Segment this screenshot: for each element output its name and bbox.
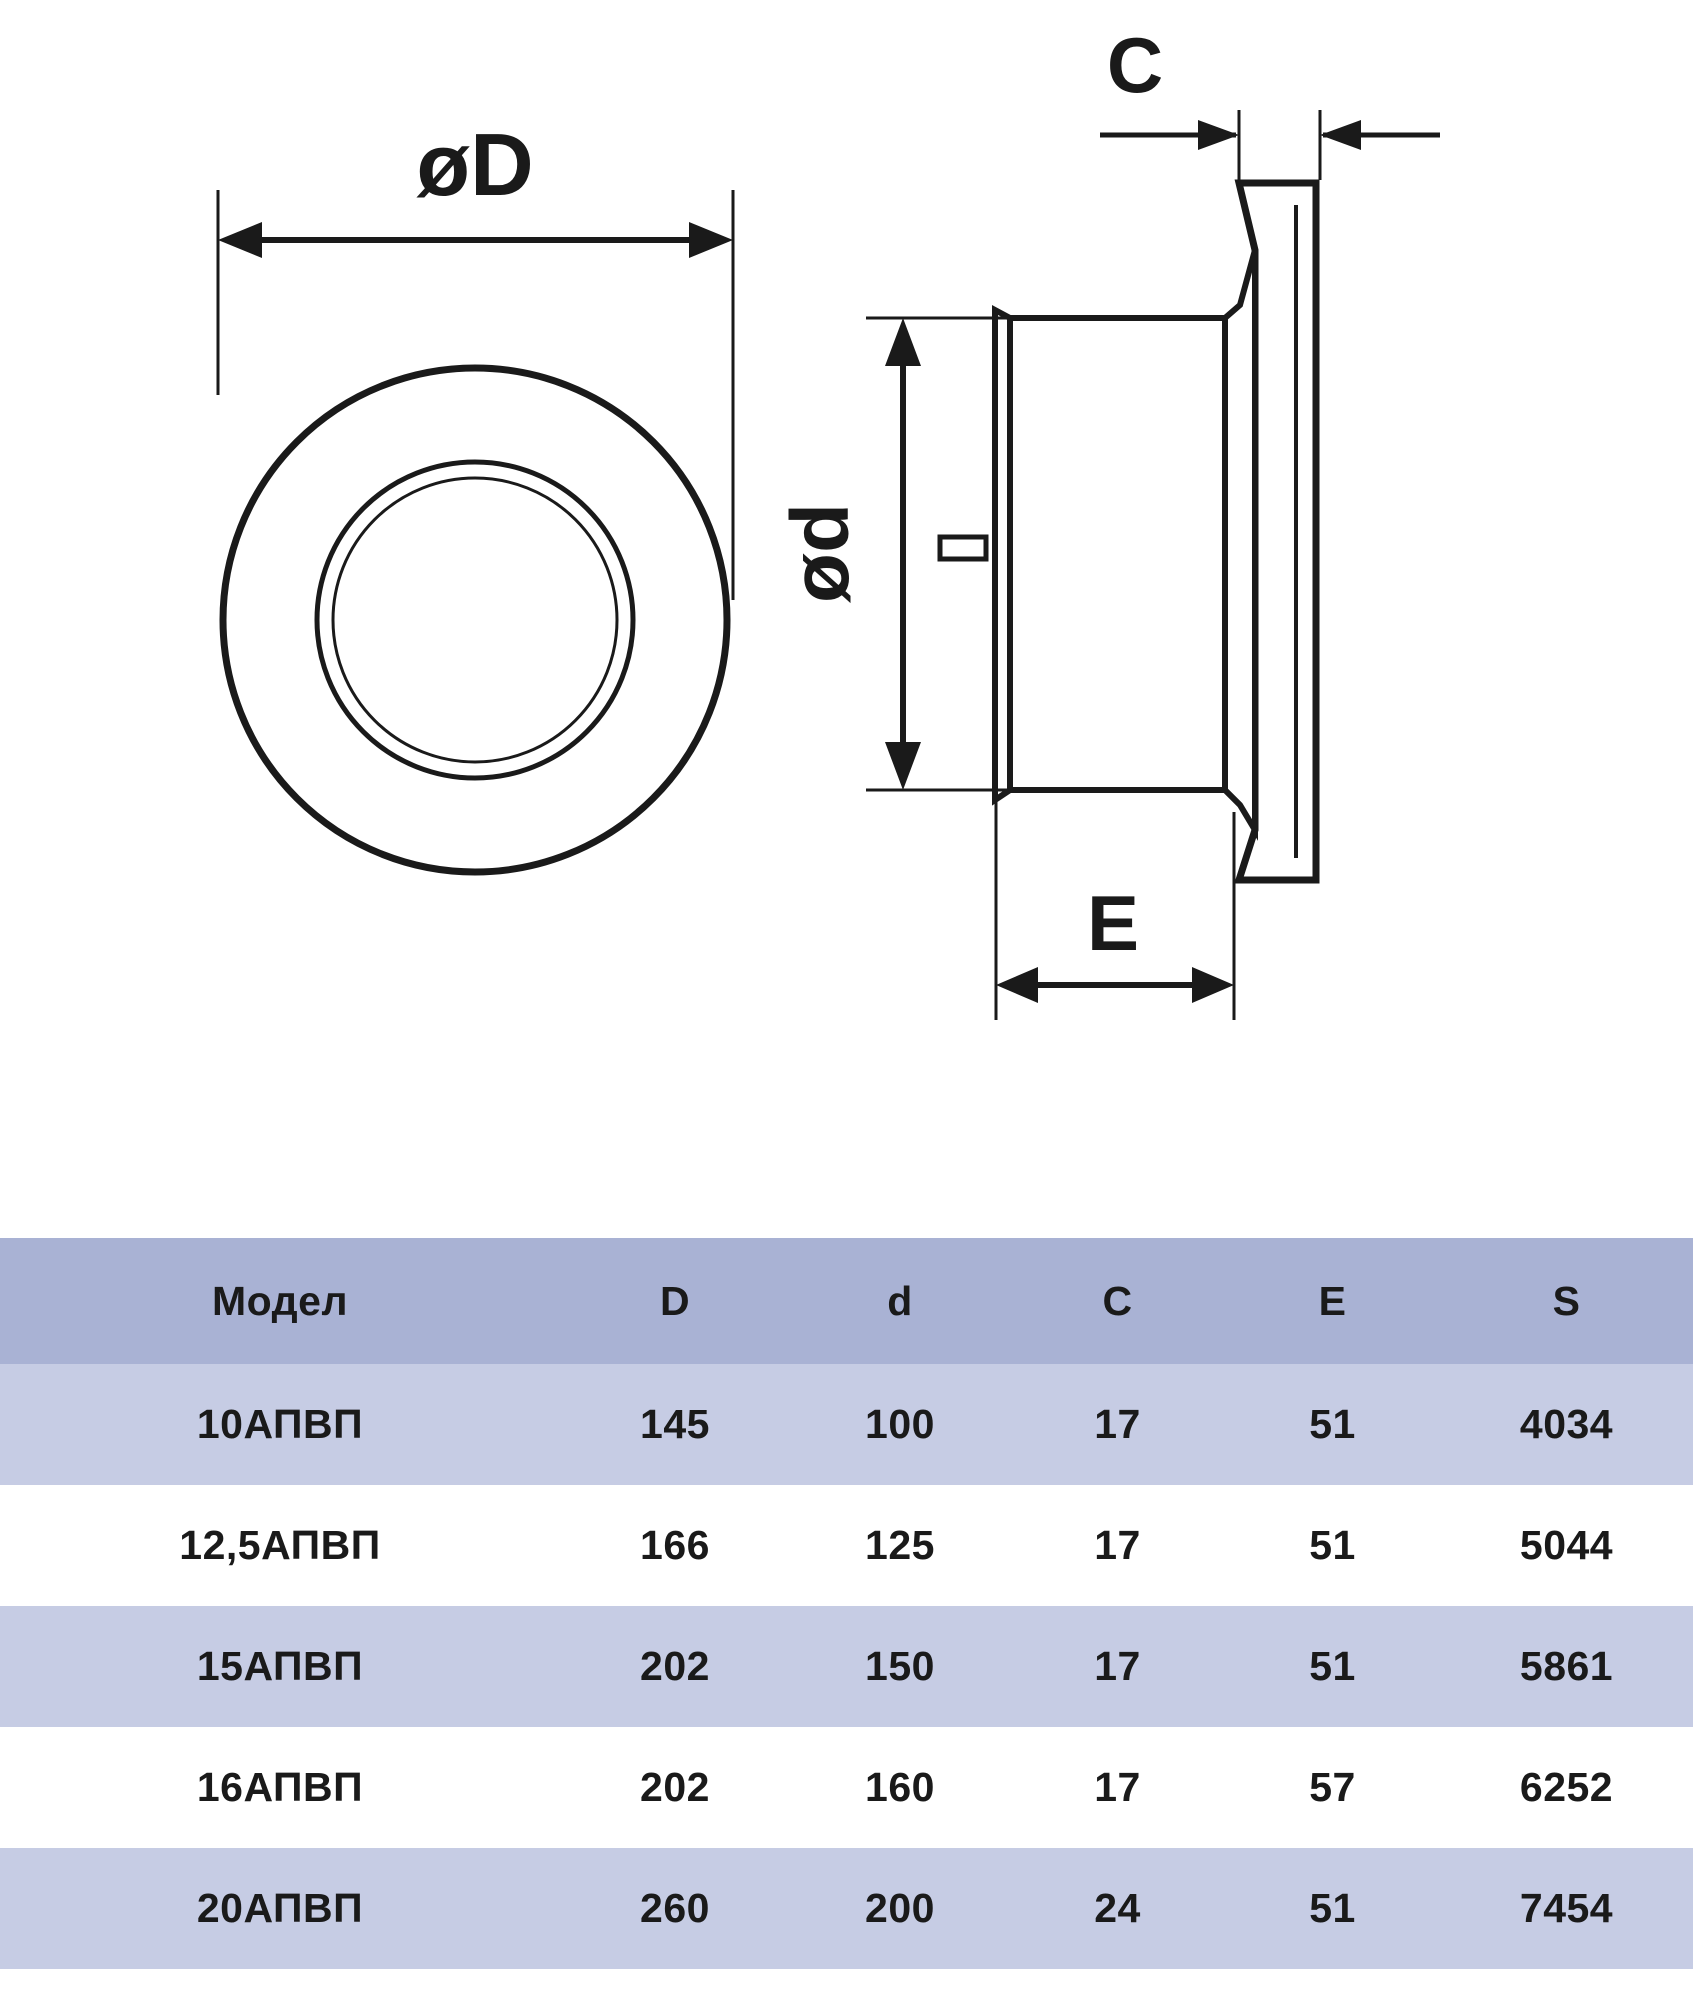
side-mounting-tab [940, 537, 986, 559]
arrow-e-left [996, 967, 1038, 1003]
cell-model: 16АПВП [0, 1727, 560, 1848]
column-header-e: E [1225, 1238, 1440, 1364]
cell-d-outer: 145 [560, 1364, 790, 1485]
cell-e: 51 [1225, 1606, 1440, 1727]
cell-e: 51 [1225, 1364, 1440, 1485]
cell-d-inner: 200 [790, 1848, 1010, 1969]
table-header-row [0, 1238, 1693, 1364]
front-view-group [223, 368, 727, 872]
side-view-group [940, 183, 1316, 880]
cell-c: 17 [1010, 1485, 1225, 1606]
cell-model: 12,5АПВП [0, 1485, 560, 1606]
label-flange-thickness: C [1106, 21, 1164, 109]
front-inner-bore-circle [333, 478, 617, 762]
specification-table [0, 1238, 1693, 1969]
column-header-d-inner: d [790, 1238, 1010, 1364]
arrow-c-right [1320, 120, 1361, 150]
arrow-c-left [1198, 120, 1239, 150]
label-neck-length: E [1086, 879, 1140, 967]
table-row [0, 1848, 1693, 1969]
table-row [0, 1727, 1693, 1848]
arrow-e-right [1192, 967, 1234, 1003]
cell-c: 17 [1010, 1364, 1225, 1485]
cell-c: 17 [1010, 1727, 1225, 1848]
dimension-flange-thickness [1100, 110, 1440, 180]
cell-d-inner: 100 [790, 1364, 1010, 1485]
cell-model: 20АПВП [0, 1848, 560, 1969]
cell-d-inner: 150 [790, 1606, 1010, 1727]
cell-model: 15АПВП [0, 1606, 560, 1727]
side-neck-body [1010, 318, 1225, 790]
cell-s: 5861 [1440, 1606, 1693, 1727]
cell-c: 24 [1010, 1848, 1225, 1969]
table-header [0, 1238, 1693, 1364]
arrow-d-top [885, 318, 921, 366]
label-outer-diameter: øD [416, 115, 534, 214]
cell-model: 10АПВП [0, 1364, 560, 1485]
cell-e: 51 [1225, 1485, 1440, 1606]
arrow-d-bottom [885, 742, 921, 790]
column-header-s: S [1440, 1238, 1693, 1364]
column-header-model: Модел [0, 1238, 560, 1364]
cell-s: 4034 [1440, 1364, 1693, 1485]
side-neck-flange-transition [1225, 250, 1255, 830]
column-header-d-outer: D [560, 1238, 790, 1364]
cell-s: 5044 [1440, 1485, 1693, 1606]
cell-e: 57 [1225, 1727, 1440, 1848]
table-row [0, 1485, 1693, 1606]
label-inner-diameter: ød [775, 502, 866, 604]
table-row [0, 1606, 1693, 1727]
arrow-left [218, 222, 262, 258]
table-body [0, 1364, 1693, 1969]
table-row [0, 1364, 1693, 1485]
cell-d-outer: 202 [560, 1606, 790, 1727]
cell-s: 7454 [1440, 1848, 1693, 1969]
cell-e: 51 [1225, 1848, 1440, 1969]
arrow-right [689, 222, 733, 258]
cell-d-inner: 125 [790, 1485, 1010, 1606]
cell-d-inner: 160 [790, 1727, 1010, 1848]
cell-d-outer: 202 [560, 1727, 790, 1848]
cell-s: 6252 [1440, 1727, 1693, 1848]
cell-d-outer: 166 [560, 1485, 790, 1606]
cell-d-outer: 260 [560, 1848, 790, 1969]
column-header-c: C [1010, 1238, 1225, 1364]
cell-c: 17 [1010, 1606, 1225, 1727]
